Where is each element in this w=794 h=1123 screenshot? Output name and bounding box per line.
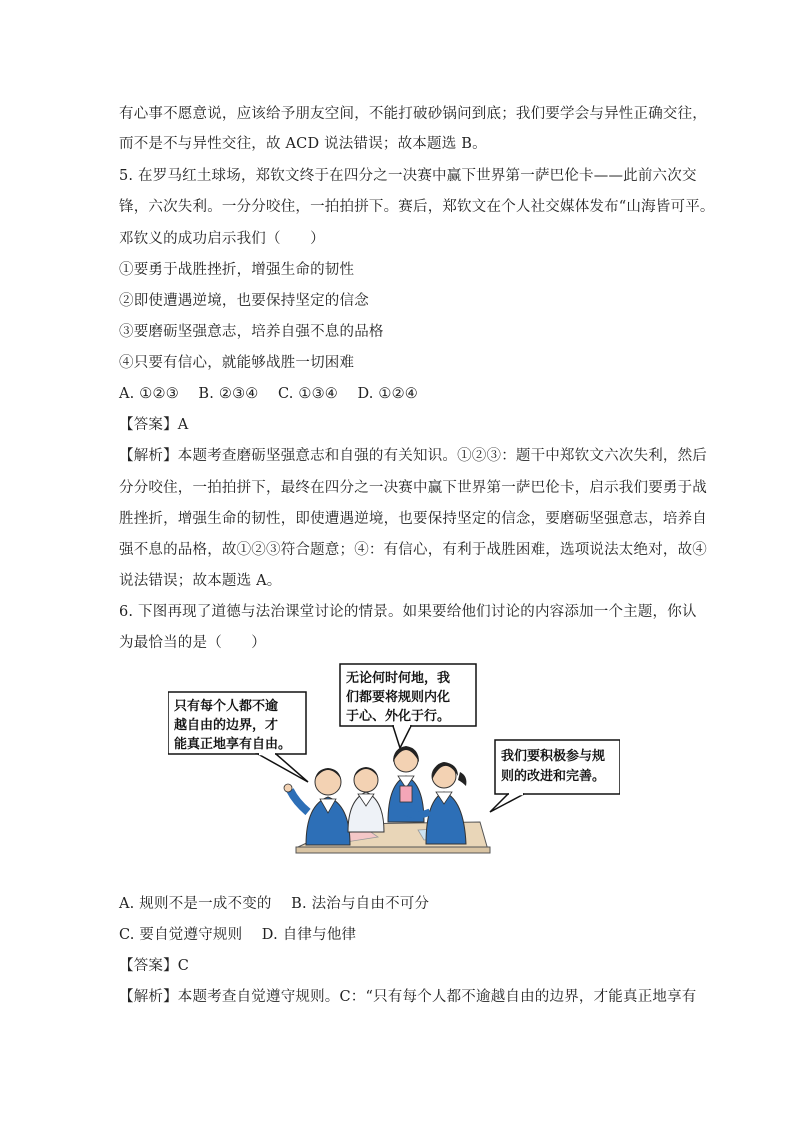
analysis-5-1: 【解析】本题考查磨砺坚强意志和自强的有关知识。①②③：题干中郑钦文六次失利，然后: [119, 448, 707, 464]
right-speech-bubble: [490, 740, 620, 812]
middle-speech-bubble: [340, 664, 476, 748]
question-5-stem-2: 锋，六次失利。一分分咬住，一拍拍拼下。赛后，郑钦文在个人社交媒体发布“山海皆可平。: [119, 199, 715, 215]
question-5-stem-3: 邓钦义的成功启示我们（ ）: [119, 231, 325, 247]
middle-bubble-line-3: 于心、外化于行。: [346, 709, 451, 724]
line-2: 而不是不与异性交往，故 ACD 说法错误；故本题选 B。: [119, 136, 487, 152]
right-bubble-line-1: 我们要积极参与规: [501, 749, 606, 764]
analysis-5-5: 说法错误；故本题选 A。: [119, 573, 282, 589]
classroom-discussion-illustration: [168, 662, 620, 862]
right-bubble-line-2: 则的改进和完善。: [501, 769, 606, 784]
statement-4: ④只要有信心，就能够战胜一切困难: [119, 355, 355, 371]
answer-6: 【答案】C: [119, 958, 190, 974]
analysis-5-2: 分分咬住，一拍拍拼下，最终在四分之一决赛中赢下世界第一萨巴伦卡，启示我们要勇于战: [119, 480, 707, 496]
question-5-options: A. ①②③ B. ②③④ C. ①③④ D. ①②④: [119, 386, 419, 402]
student-boy-middle: [348, 767, 384, 832]
student-boy-left: [284, 768, 350, 845]
student-girl-middle: [388, 746, 424, 822]
left-bubble-line-3: 能真正地享有自由。: [174, 737, 292, 752]
line-1: 有心事不愿意说，应该给予朋友空间，不能打破砂锅问到底；我们要学会与异性正确交往，: [119, 106, 707, 122]
question-6-stem-2: 为最恰当的是（ ）: [119, 635, 266, 651]
middle-bubble-line-1: 无论何时何地，我: [346, 671, 451, 686]
analysis-6-1: 【解析】本题考查自觉遵守规则。C：“只有每个人都不逾越自由的边界，才能真正地享有: [119, 989, 697, 1005]
statement-3: ③要磨砺坚强意志，培养自强不息的品格: [119, 324, 384, 340]
question-6-stem: 6. 下图再现了道德与法治课堂讨论的情景。如果要给他们讨论的内容添加一个主题，你认: [119, 604, 697, 620]
analysis-5-3: 胜挫折，增强生命的韧性，即使遭遇逆境，也要保持坚定的信念，要磨砺坚强意志，培养自: [119, 511, 707, 527]
question-6-options-2: C. 要自觉遵守规则 D. 自律与他律: [119, 927, 357, 943]
left-bubble-line-1: 只有每个人都不逾: [174, 699, 279, 714]
left-bubble-line-2: 越自由的边界，才: [174, 718, 279, 733]
question-5-stem: 5. 在罗马红土球场，郑钦文终于在四分之一决赛中赢下世界第一萨巴伦卡——此前六次交: [119, 168, 697, 184]
question-6-options-1: A. 规则不是一成不变的 B. 法治与自由不可分: [119, 896, 430, 912]
middle-bubble-line-2: 们都要将规则内化: [346, 690, 451, 705]
statement-1: ①要勇于战胜挫折，增强生命的韧性: [119, 262, 355, 278]
illustration-svg: [168, 662, 620, 862]
answer-5: 【答案】A: [119, 417, 189, 433]
analysis-5-4: 强不息的品格，故①②③符合题意；④：有信心，有利于战胜困难，选项说法太绝对，故④: [119, 542, 707, 558]
statement-2: ②即使遭遇逆境，也要保持坚定的信念: [119, 293, 369, 309]
left-speech-bubble: [168, 692, 308, 782]
